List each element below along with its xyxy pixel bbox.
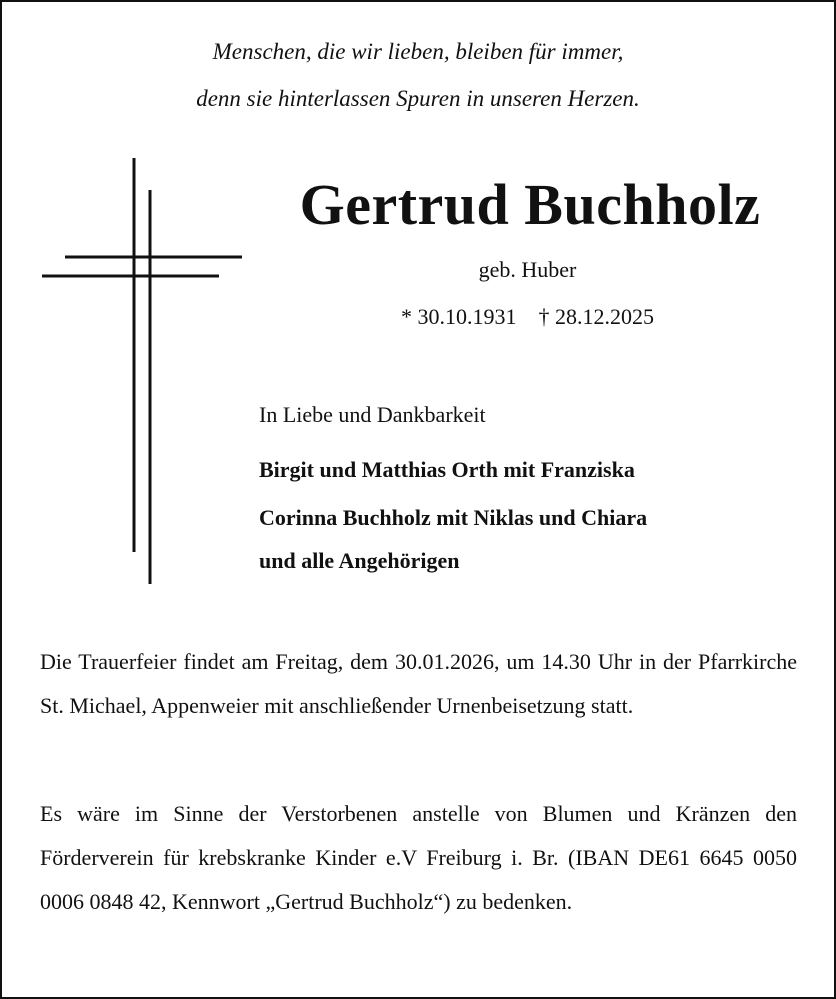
death-date: † 28.12.2025: [538, 304, 654, 329]
thanks-line: In Liebe und Dankbarkeit: [259, 402, 486, 427]
birth-date: * 30.10.1931: [401, 304, 517, 329]
motto-line-2: denn sie hinterlassen Spuren in unseren Herzen.: [196, 86, 640, 111]
mourner-line: Corinna Buchholz mit Niklas und Chiara: [259, 505, 648, 530]
life-dates: [250, 302, 805, 332]
ceremony-paragraph: Die Trauerfeier findet am Freitag, dem 30.01.2026, um 14.30 Uhr in der Pfarrkirche St. Michael, Appenweier mit anschließender Urnenbeisetzung statt.: [40, 649, 797, 718]
mourner-line: und alle Angehörigen: [259, 548, 460, 573]
mourner-line: Birgit und Matthias Orth mit Franziska: [259, 457, 635, 482]
donation-paragraph: Es wäre im Sinne der Verstorbenen anstelle von Blumen und Kränzen den Förderverein für krebskranke Kinder e.V Freiburg i. Br. (IBAN DE61 6645 0050 0006 0848 42, Kennwort „Gertrud Buchholz“) zu bedenken.: [40, 801, 797, 914]
motto-line-1: Menschen, die wir lieben, bleiben für immer,: [212, 39, 624, 64]
birth-name: geb. Huber: [478, 257, 577, 282]
deceased-name: Gertrud Buchholz: [299, 172, 761, 237]
cross-icon: [38, 156, 248, 586]
